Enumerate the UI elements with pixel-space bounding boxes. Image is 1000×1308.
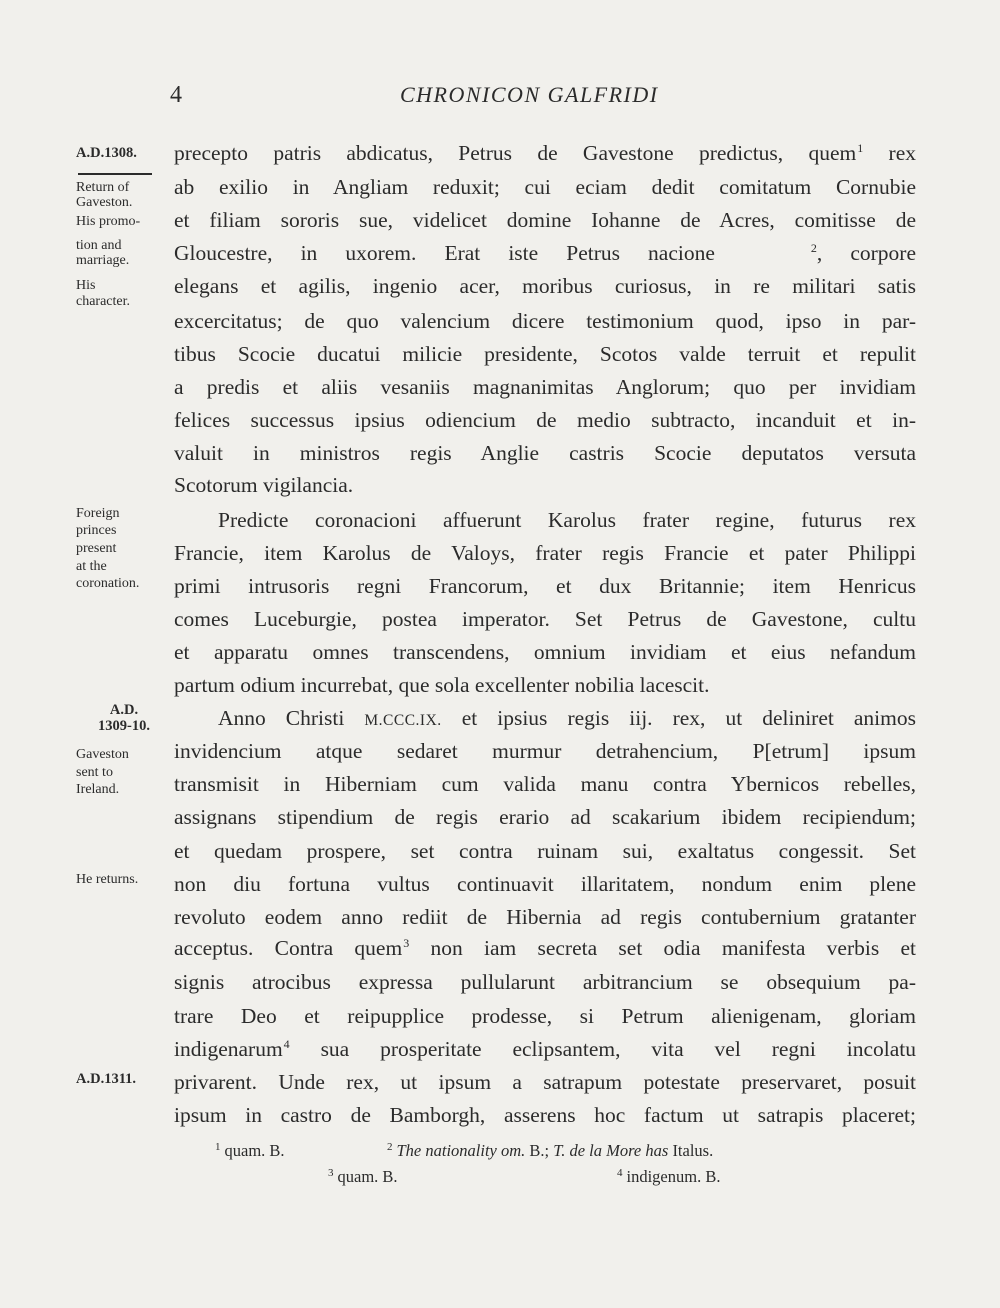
text-line: comes Luceburgie, postea imperator. Set Petrus de Gavestone, cultu <box>174 607 916 631</box>
margin-note-line: tion and <box>76 238 122 253</box>
margin-year-1311: A.D.1311. <box>76 1071 137 1087</box>
text-line: Predicte coronacioni affuerunt Karolus frater regine, futurus rex <box>218 508 916 532</box>
text-line: assignans stipendium de regis erario ad scakarium ibidem recipiendum; <box>174 805 916 829</box>
text-line: non diu fortuna vultus continuavit illaritatem, nondum enim plene <box>174 872 916 896</box>
margin-note-line: His promo- <box>76 214 141 229</box>
footnote-2: $^2$ The nationality om. B.; T. de la More has Italus. <box>387 1141 714 1160</box>
margin-year-line: A.D. <box>109 702 139 718</box>
margin-note-line: Gaveston <box>76 747 129 762</box>
text-line: privarent. Unde rex, ut ipsum a satrapum potestate preservaret, posuit <box>174 1070 916 1094</box>
footnote-ref: 2 <box>810 241 817 255</box>
footnote-ref: 1 <box>857 141 864 155</box>
page-header <box>0 82 1000 116</box>
footnote-4: $^4$ indigenum. B. <box>617 1167 721 1186</box>
text-line: ipsum in castro de Bamborgh, asserens hoc factum ut satrapis placeret; <box>174 1103 916 1127</box>
text-line: precepto patris abdicatus, Petrus de Gavestone predictus, quem$^1$ rex <box>174 141 916 165</box>
footnote-ref: 3 <box>403 936 410 950</box>
margin-year-1308: A.D.1308. <box>76 145 137 161</box>
margin-note-line: marriage. <box>76 253 130 268</box>
text-line: Anno Christi M.CCC.IX. et ipsius regis iij. rex, ut deliniret animos <box>218 706 916 730</box>
running-title: CHRONICON GALFRIDI <box>400 82 659 107</box>
text-line: Francie, item Karolus de Valoys, frater regis Francie et pater Philippi <box>174 541 916 565</box>
text-line: Scotorum vigilancia. <box>174 473 354 497</box>
text-line: transmisit in Hiberniam cum valida manu contra Ybernicos rebelles, <box>174 772 916 796</box>
text-line: felices successus ipsius odiencium de medio subtracto, incanduit et in- <box>174 408 916 432</box>
margin-year-line: 1309-10. <box>98 718 150 734</box>
text-line: et filiam sororis sue, videlicet domine Iohanne de Acres, comitisse de <box>174 208 916 232</box>
margin-note-returns: He returns. <box>76 872 139 887</box>
margin-note-line: at the <box>76 559 107 574</box>
margin-note-line: Gaveston. <box>76 195 133 210</box>
text-line: et apparatu omnes transcendens, omnium invidiam et eius nefandum <box>174 640 916 664</box>
margin-note-line: coronation. <box>76 576 140 591</box>
margin-note-line: His <box>76 278 96 293</box>
footnote-1: $^1$ quam. B. <box>215 1141 285 1160</box>
margin-note-line: present <box>76 541 117 556</box>
margin-note-line: character. <box>76 294 131 309</box>
page-number: 4 <box>170 82 182 108</box>
text-line: revoluto eodem anno rediit de Hibernia ad regis contubernium gratanter <box>174 905 916 929</box>
text-line: valuit in ministros regis Anglie castris Scocie deputatos versuta <box>174 441 916 465</box>
text-line: excercitatus; de quo valencium dicere testimonium quod, ipso in par- <box>174 309 916 333</box>
margin-note-line: Ireland. <box>76 782 120 797</box>
text-line: signis atrocibus expressa pullularunt arbitrancium se obsequium pa- <box>174 970 916 994</box>
text-line: tibus Scocie ducatui milicie presidente, Scotos valde terruit et repulit <box>174 342 916 366</box>
footnote-3: $^3$ quam. B. <box>328 1167 398 1186</box>
text-line: invidencium atque sedaret murmur detrahencium, P[etrum] ipsum <box>174 739 916 763</box>
margin-note-line: Return of <box>76 180 130 195</box>
text-line: ab exilio in Angliam reduxit; cui eciam dedit comitatum Cornubie <box>174 175 916 199</box>
footnote-ref: 4 <box>283 1037 290 1051</box>
text-line: acceptus. Contra quem$^3$ non iam secreta set odia manifesta verbis et <box>174 936 916 960</box>
text-line: indigenarum$^4$ sua prosperitate eclipsantem, vita vel regni incolatu <box>174 1037 917 1061</box>
margin-note-line: sent to <box>76 765 113 780</box>
margin-rule <box>78 173 152 175</box>
text-line: partum odium incurrebat, que sola excellenter nobilia lacescit. <box>174 673 710 697</box>
text-line: Gloucestre, in uxorem. Erat iste Petrus nacione $^2$, corpore <box>174 241 916 265</box>
text-line: et quedam prospere, set contra ruinam sui, exaltatus congessit. Set <box>174 839 916 863</box>
text-line: elegans et agilis, ingenio acer, moribus curiosus, in re militari satis <box>174 274 916 298</box>
margin-note-line: princes <box>76 523 117 538</box>
small-caps-year: M.CCC.IX. <box>364 712 442 729</box>
margin-note-line: Foreign <box>76 506 120 521</box>
text-line: primi intrusoris regni Francorum, et dux Britannie; item Henricus <box>174 574 916 598</box>
text-line: trare Deo et reipupplice prodesse, si Petrum alienigenam, gloriam <box>174 1004 916 1028</box>
text-line: a predis et aliis vesaniis magnanimitas Anglorum; quo per invidiam <box>174 375 916 399</box>
